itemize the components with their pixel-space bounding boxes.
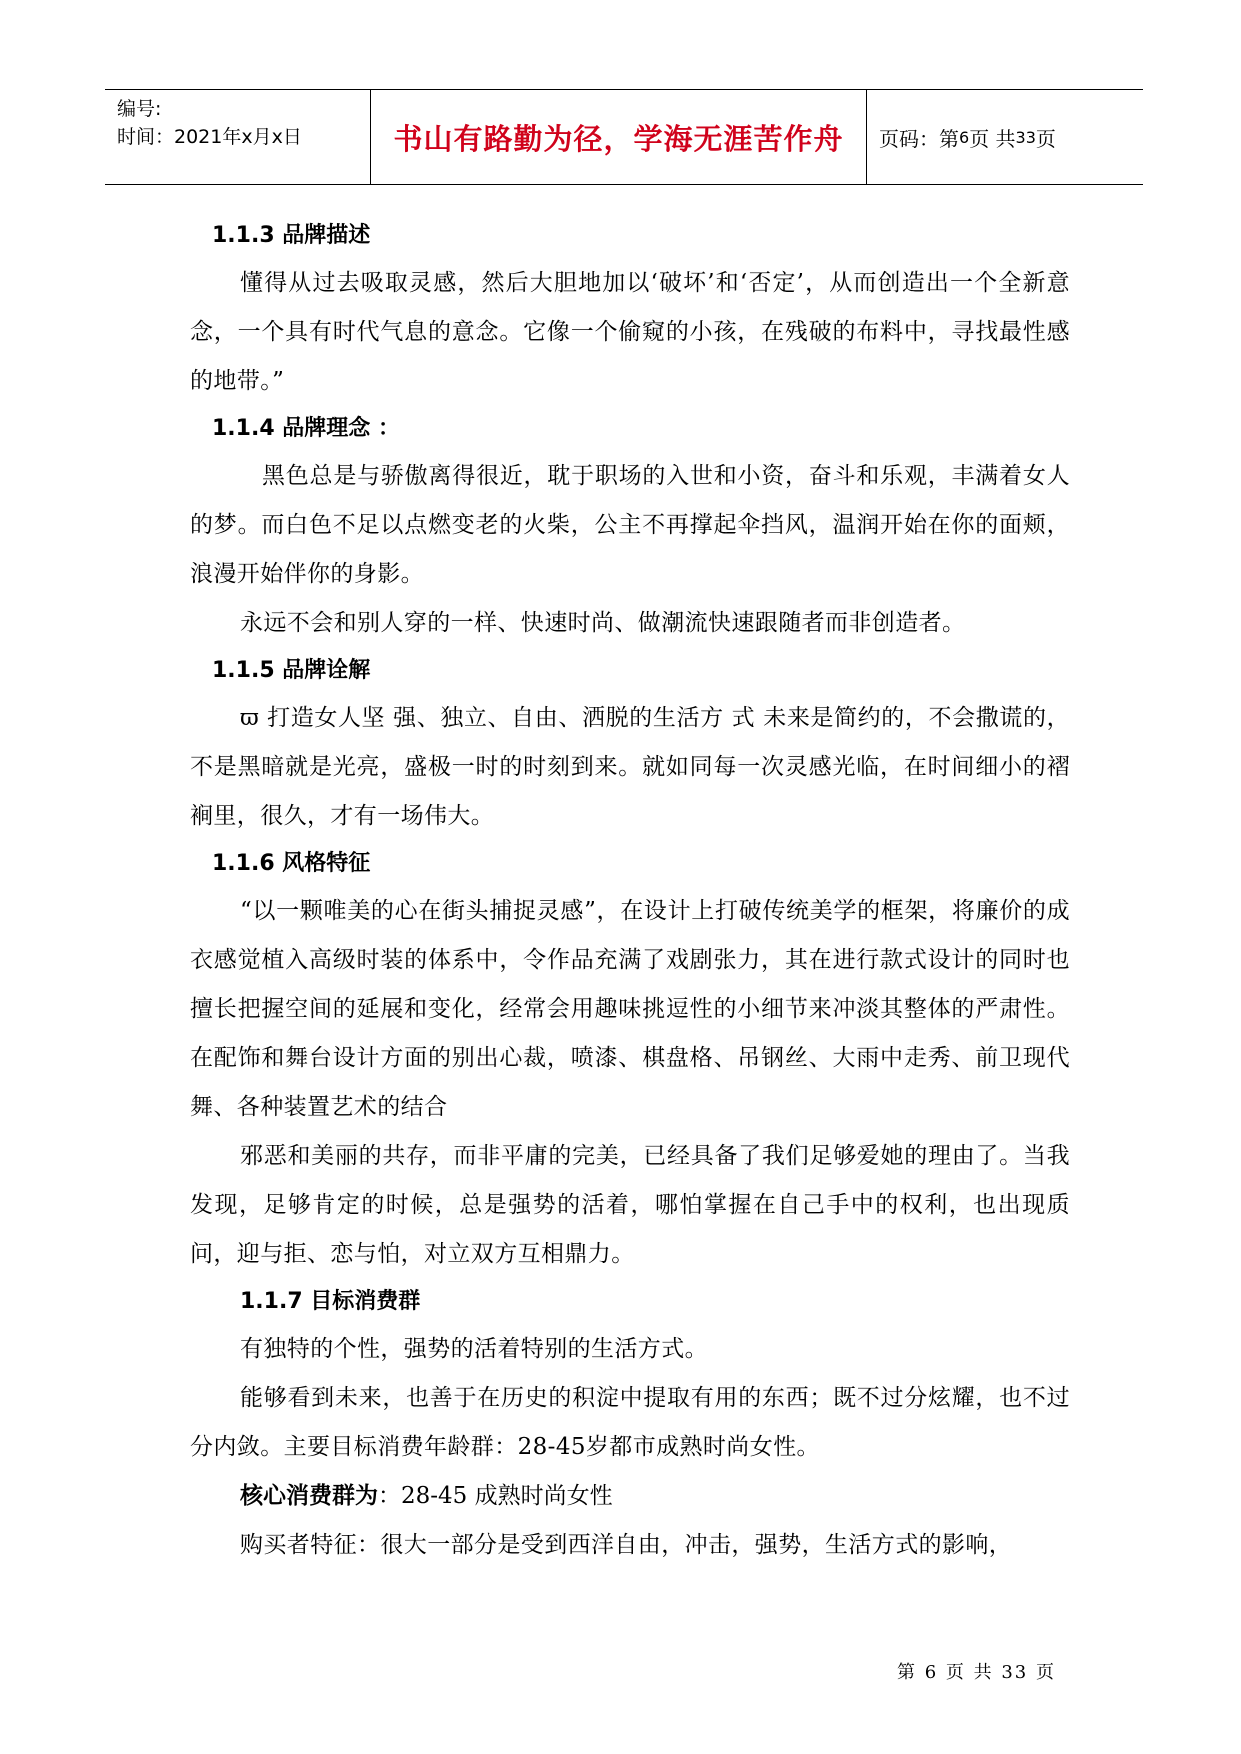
paragraph: “以一颗唯美的心在街头捕捉灵感”，在设计上打破传统美学的框架，将廉价的成衣感觉植入高级时装的体系中，令作品充满了戏剧张力，其在进行款式设计的同时也擅长把握空间的延展和变化，经常会用趣味挑逗性的小细节来冲淡其整体的严肃性。在配饰和舞台设计方面的别出心裁，喷漆、棋盘格、吊钢丝、大雨中走秀、前卫现代舞、各种装置艺术的结合 bbox=[190, 898, 1070, 1120]
page-middle: 页 共 bbox=[969, 126, 1016, 151]
page-total: 33 bbox=[1015, 127, 1036, 147]
section-heading-brand-interpretation: 1.1.5 品牌诠解 bbox=[212, 658, 371, 683]
header-motto-cell bbox=[371, 90, 867, 184]
document-time: 时间：2021年x月x日 bbox=[117, 126, 302, 148]
paragraph: 懂得从过去吸取灵感，然后大胆地加以‘破坏’和‘否定’，从而创造出一个全新意念，一个具有时代气息的意念。它像一个偷窥的小孩，在残破的布料中，寻找最性感的地带。” bbox=[190, 270, 1070, 394]
header-page-cell bbox=[867, 90, 1143, 184]
paragraph: 购买者特征：很大一部分是受到西洋自由，冲击，强势，生活方式的影响， bbox=[240, 1532, 1013, 1558]
document-header bbox=[105, 89, 1143, 185]
section-heading-brand-concept: 1.1.4 品牌理念 ： bbox=[212, 416, 400, 441]
core-consumer-label: 核心消费群为 bbox=[240, 1483, 378, 1509]
section-heading-brand-description: 1.1.3 品牌描述 bbox=[212, 223, 371, 248]
paragraph: 黑色总是与骄傲离得很近，耽于职场的入世和小资，奋斗和乐观，丰满着女人的梦。而白色不足以点燃变老的火柴，公主不再撑起伞挡风，温润开始在你的面颊，浪漫开始伴你的身影。 bbox=[190, 463, 1070, 587]
core-consumer-line bbox=[190, 1472, 1070, 1521]
header-motto: 书山有路勤为径，学海无涯苦作舟 bbox=[393, 121, 844, 156]
paragraph: 永远不会和别人穿的一样、快速时尚、做潮流快速跟随者而非创造者。 bbox=[240, 610, 966, 636]
paragraph: 邪恶和美丽的共存，而非平庸的完美，已经具备了我们足够爱她的理由了。当我发现，足够肯定的时候，总是强势的活着，哪怕掌握在自己手中的权利，也出现质问，迎与拒、恋与怕，对立双方互相鼎力。 bbox=[190, 1143, 1070, 1267]
document-number-label: 编号: bbox=[117, 98, 162, 120]
page-current: 6 bbox=[959, 127, 970, 147]
section-heading-target-consumers: 1.1.7 目标消费群 bbox=[240, 1289, 421, 1314]
paragraph: ϖ 打造女人坚 强、独立、自由、洒脱的生活方 式 未来是简约的，不会撒谎的，不是黑暗就是光亮，盛极一时的时刻到来。就如同每一次灵感光临，在时间细小的褶裥里，很久，才有一场伟大。 bbox=[190, 705, 1070, 829]
document-body bbox=[190, 213, 1070, 1570]
paragraph: 有独特的个性，强势的活着特别的生活方式。 bbox=[240, 1336, 708, 1362]
header-meta-cell bbox=[105, 90, 371, 184]
page-prefix: 页码：第 bbox=[879, 126, 959, 151]
core-consumer-value: ：28-45 成熟时尚女性 bbox=[378, 1483, 613, 1509]
page-suffix: 页 bbox=[1035, 126, 1056, 151]
section-heading-style-features: 1.1.6 风格特征 bbox=[212, 851, 371, 876]
page-footer: 第 6 页 共 33 页 bbox=[897, 1662, 1056, 1683]
paragraph: 能够看到未来，也善于在历史的积淀中提取有用的东西；既不过分炫耀，也不过分内敛。主要目标消费年龄群：28-45岁都市成熟时尚女性。 bbox=[190, 1385, 1070, 1460]
